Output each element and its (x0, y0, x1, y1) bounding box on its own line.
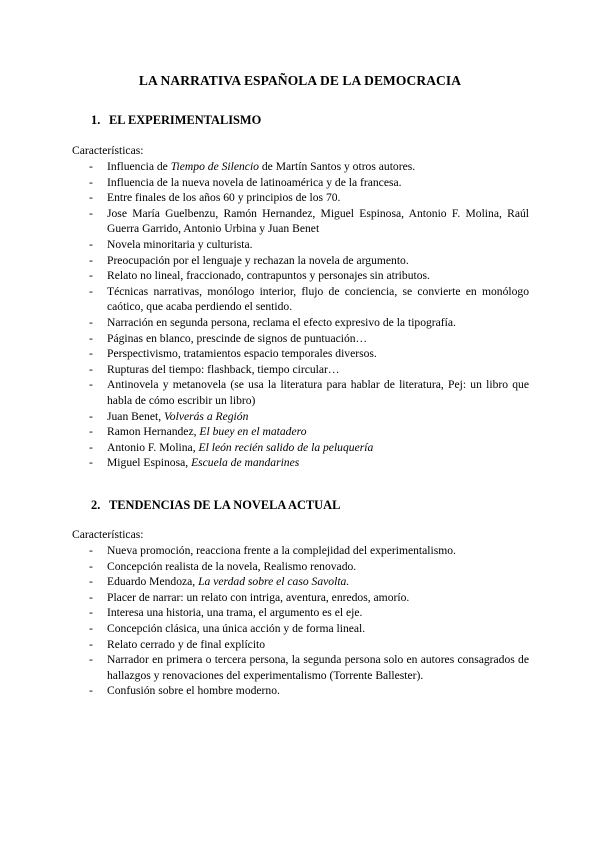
bullet-dash: - (89, 160, 93, 173)
item-text: Interesa una historia, una trama, el argumento es el eje. (107, 606, 363, 620)
bullet-dash: - (89, 378, 93, 392)
bullet-dash: - (89, 637, 93, 651)
list-item (0, 637, 529, 653)
bullet-dash: - (89, 237, 93, 251)
item-text: Antinovela y metanovela (se usa la literatura para hablar de literatura, Pej: un libro que habla de cómo escribir un libro) (107, 378, 529, 407)
item-text: Confusión sobre el hombre moderno. (107, 684, 280, 698)
list-item (0, 175, 529, 191)
bullet-dash: - (89, 653, 93, 667)
list-item (0, 574, 529, 590)
section-2-subheading: Características: (72, 528, 144, 541)
list-item (0, 315, 529, 331)
item-text: Narrador en primera o tercera persona, la segunda persona solo en autores consagrados de hallazgos y renovaciones del experimentalismo (Torrente Ballester). (107, 653, 529, 682)
bullet-dash: - (89, 331, 93, 345)
list-item (0, 440, 529, 456)
item-text: Páginas en blanco, prescinde de signos de puntuación… (107, 331, 368, 345)
item-text: Relato no lineal, fraccionado, contrapuntos y personajes sin atributos. (107, 269, 430, 283)
bullet-dash: - (89, 409, 93, 423)
bullet-dash: - (89, 253, 93, 267)
work-title: Escuela de mandarines (191, 456, 300, 470)
list-item (0, 362, 529, 378)
work-title: Volverás a Región (164, 409, 249, 423)
bullet-dash: - (89, 347, 93, 361)
item-text: Placer de narrar: un relato con intriga, aventura, enredos, amorío. (107, 590, 410, 604)
item-text: de Martín Santos y otros autores. (258, 160, 416, 173)
list-item (0, 424, 529, 440)
list-item (0, 237, 529, 253)
work-title: Tiempo de Silencio (170, 160, 259, 173)
list-item (0, 409, 529, 425)
section-2-title: TENDENCIAS DE LA NOVELA ACTUAL (109, 498, 341, 512)
list-item (0, 559, 529, 575)
bullet-dash: - (89, 575, 93, 589)
list-item (0, 605, 529, 621)
page-title: LA NARRATIVA ESPAÑOLA DE LA DEMOCRACIA (138, 73, 462, 88)
item-text: Relato cerrado y de final explícito (107, 637, 266, 651)
item-text: Rupturas del tiempo: flashback, tiempo circular… (107, 362, 340, 376)
list-item (0, 683, 529, 699)
list-item (0, 159, 529, 175)
item-text: Concepción clásica, una única acción y de forma lineal. (107, 621, 366, 635)
bullet-dash: - (89, 440, 93, 454)
item-text: Antonio F. Molina, (107, 440, 199, 454)
bullet-dash: - (89, 191, 93, 205)
section-1-title: EL EXPERIMENTALISMO (109, 113, 262, 127)
item-text: Novela minoritaria y culturista. (107, 237, 253, 251)
section-2-list (0, 543, 529, 699)
bullet-dash: - (89, 269, 93, 283)
item-text: Influencia de (107, 160, 171, 173)
list-item (0, 621, 529, 637)
bullet-dash: - (89, 362, 93, 376)
item-text: Jose María Guelbenzu, Ramón Hernandez, Miguel Espinosa, Antonio F. Molina, Raúl Guerra Garrido, Antonio Urbina y Juan Benet (107, 206, 529, 236)
item-text: Juan Benet, (107, 409, 164, 423)
bullet-dash: - (89, 175, 93, 189)
list-item (0, 346, 529, 362)
item-text: Eduardo Mendoza, (107, 575, 199, 589)
list-item (0, 206, 529, 237)
section-1-heading (91, 113, 261, 128)
item-text: Ramon Hernandez, (107, 425, 200, 439)
list-item (0, 253, 529, 269)
item-text: Miguel Espinosa, (107, 456, 192, 470)
list-item (0, 455, 529, 471)
item-text: Concepción realista de la novela, Realismo renovado. (107, 559, 357, 573)
item-text: Entre finales de los años 60 y principios de los 70. (107, 191, 341, 205)
work-title: El buey en el matadero (199, 425, 307, 439)
bullet-dash: - (89, 425, 93, 439)
bullet-dash: - (89, 315, 93, 329)
list-item (0, 190, 529, 206)
section-2-heading (91, 498, 340, 513)
item-text: Nueva promoción, reacciona frente a la complejidad del experimentalismo. (107, 544, 456, 557)
list-item (0, 284, 529, 315)
item-text: Técnicas narrativas, monólogo interior, flujo de conciencia, se convierte en monólogo caótico, que acaba perdiendo el sentido. (107, 284, 529, 314)
item-text: Perspectivismo, tratamientos espacio temporales diversos. (107, 347, 377, 361)
item-text: Preocupación por el lenguaje y rechazan la novela de argumento. (107, 253, 409, 267)
list-item (0, 268, 529, 284)
work-title: El león recién salido de la peluquería (198, 440, 374, 454)
list-item (0, 652, 529, 683)
bullet-dash: - (89, 559, 93, 573)
bullet-dash: - (89, 284, 93, 298)
bullet-dash: - (89, 544, 93, 557)
list-item (0, 331, 529, 347)
bullet-dash: - (89, 456, 93, 470)
item-text: Influencia de la nueva novela de latinoamérica y de la francesa. (107, 175, 402, 189)
item-text: Narración en segunda persona, reclama el efecto expresivo de la tipografía. (107, 315, 456, 329)
bullet-dash: - (89, 606, 93, 620)
list-item (0, 377, 529, 408)
list-item (0, 543, 529, 559)
section-1-list (0, 159, 529, 471)
bullet-dash: - (89, 621, 93, 635)
list-item (0, 590, 529, 606)
work-title: La verdad sobre el caso Savolta. (198, 575, 350, 589)
section-1-number: 1. (91, 113, 101, 127)
bullet-dash: - (89, 684, 93, 698)
bullet-dash: - (89, 206, 93, 220)
section-1-subheading: Características: (72, 144, 144, 157)
bullet-dash: - (89, 590, 93, 604)
section-2-number: 2. (91, 498, 101, 512)
